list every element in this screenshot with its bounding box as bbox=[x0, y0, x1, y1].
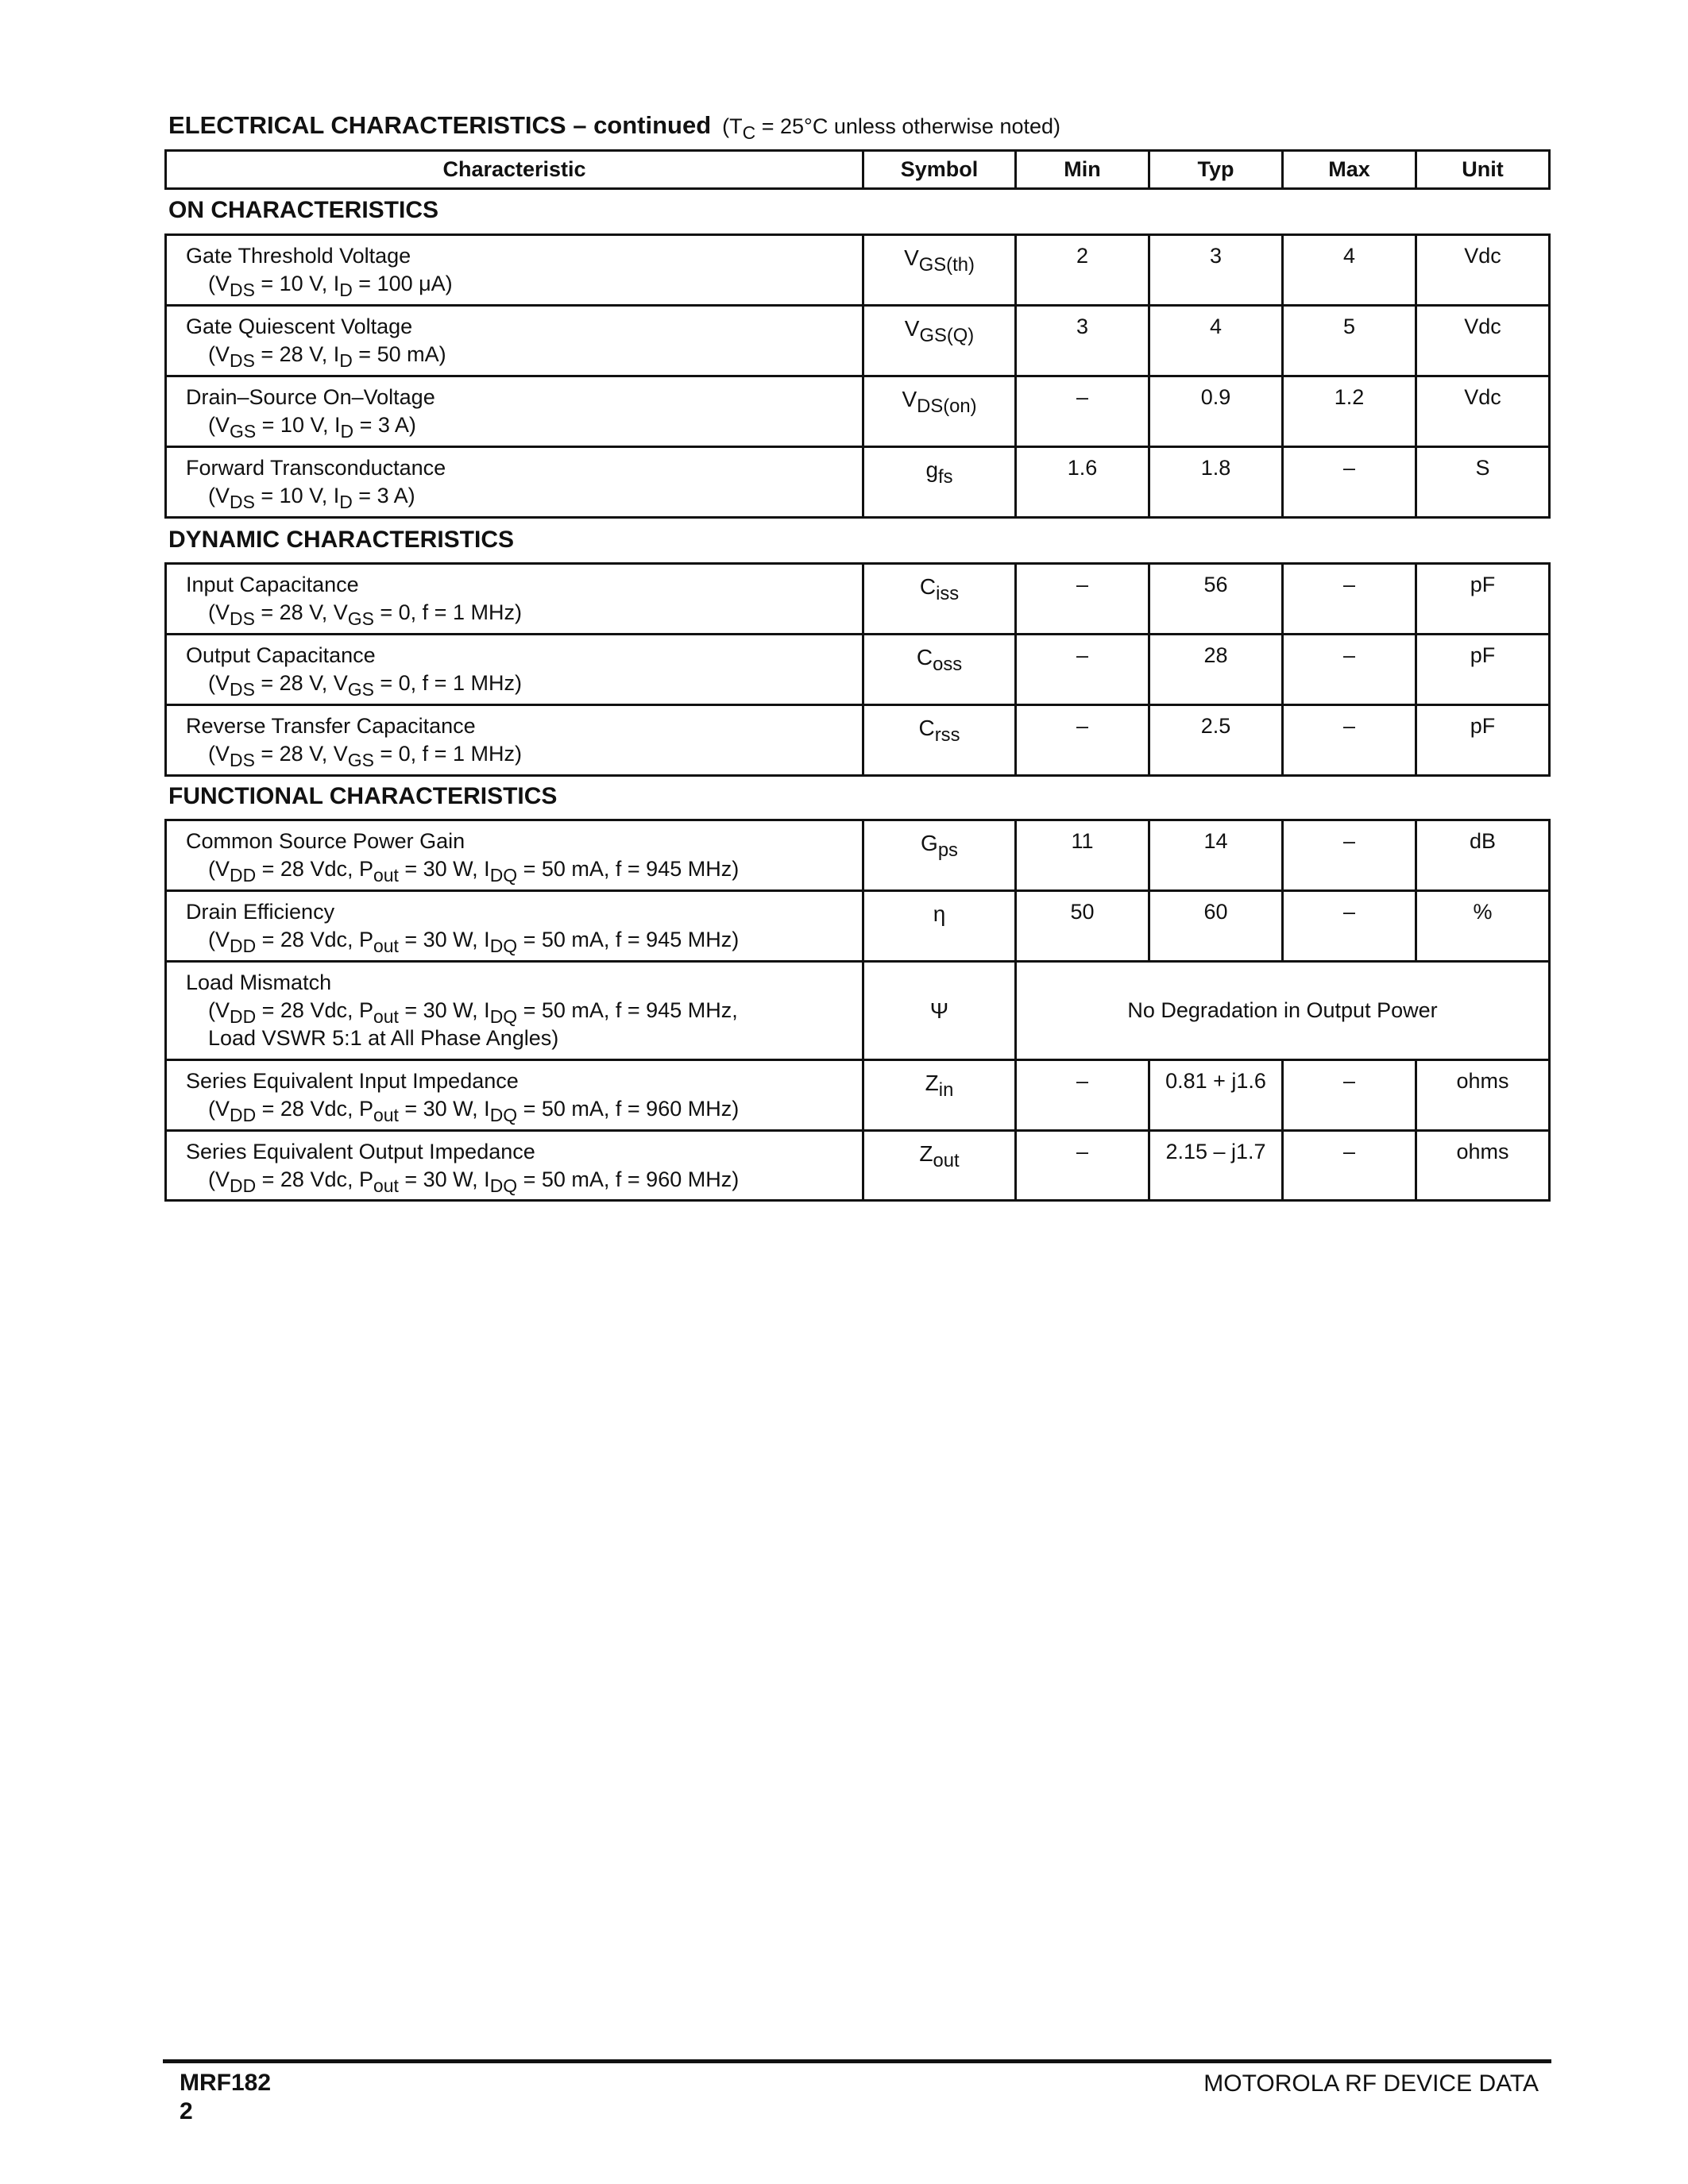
typ-cell: 2.5 bbox=[1149, 705, 1283, 776]
typ-cell: 28 bbox=[1149, 635, 1283, 705]
max-cell: – bbox=[1283, 1060, 1416, 1131]
table-row bbox=[166, 962, 1550, 1060]
unit-cell: ohms bbox=[1416, 1131, 1550, 1201]
symbol-cell: $C_{oss}$ bbox=[863, 635, 1016, 705]
min-cell: 3 bbox=[1016, 306, 1149, 376]
symbol-cell: $V_{GS(th)}$ bbox=[863, 235, 1016, 306]
table-row bbox=[166, 891, 1550, 962]
max-cell: – bbox=[1283, 820, 1416, 891]
on-characteristics-heading: ON CHARACTERISTICS bbox=[168, 197, 439, 223]
footer-publisher: MOTOROLA RF DEVICE DATA bbox=[1203, 2070, 1539, 2097]
table-row bbox=[166, 705, 1550, 776]
max-cell: – bbox=[1283, 564, 1416, 635]
footer-part-number: MRF182 bbox=[180, 2070, 272, 2096]
row-label: Drain Efficiency bbox=[186, 900, 335, 924]
min-cell: 11 bbox=[1016, 820, 1149, 891]
header-min: Min bbox=[1016, 151, 1149, 189]
typ-cell: 4 bbox=[1149, 306, 1283, 376]
min-cell: – bbox=[1016, 376, 1149, 447]
footer-part-info bbox=[180, 2069, 271, 2126]
typ-cell: 14 bbox=[1149, 820, 1283, 891]
footer-divider bbox=[163, 2059, 1551, 2063]
typ-cell: 0.9 bbox=[1149, 376, 1283, 447]
table-row bbox=[166, 447, 1550, 518]
title-condition: ($T_C = 25^\circ C$ unless otherwise noted) bbox=[722, 114, 1060, 143]
row-condition: ($V_{DS} = 28$ V, $I_D = 50$ mA) bbox=[208, 342, 446, 371]
min-cell: – bbox=[1016, 705, 1149, 776]
unit-cell: pF bbox=[1416, 635, 1550, 705]
row-label: Reverse Transfer Capacitance bbox=[186, 714, 476, 738]
min-cell: – bbox=[1016, 1060, 1149, 1131]
max-cell: – bbox=[1283, 705, 1416, 776]
unit-cell: ohms bbox=[1416, 1060, 1550, 1131]
symbol-cell: $Z_{in}$ bbox=[863, 1060, 1016, 1131]
table-row bbox=[166, 564, 1550, 635]
row-condition: ($V_{DD} = 28$ Vdc, $P_{out} = 30$ W, $I_{DQ} = 50$ mA, f = 945 MHz) bbox=[208, 857, 740, 886]
dynamic-characteristics-heading: DYNAMIC CHARACTERISTICS bbox=[168, 527, 514, 553]
row-condition: ($V_{DD} = 28$ Vdc, $P_{out} = 30$ W, $I_{DQ} = 50$ mA, f = 960 MHz) bbox=[208, 1167, 740, 1196]
row-label: Series Equivalent Input Impedance bbox=[186, 1069, 519, 1093]
unit-cell: % bbox=[1416, 891, 1550, 962]
row-label: Forward Transconductance bbox=[186, 456, 446, 480]
row-condition: ($V_{DS} = 28$ V, $V_{GS} = 0$, f = 1 MHz) bbox=[208, 671, 522, 700]
row-condition: ($V_{GS} = 10$ V, $I_D = 3$ A) bbox=[208, 413, 416, 442]
row-label: Common Source Power Gain bbox=[186, 829, 465, 853]
typ-cell: 0.81 + j1.6 bbox=[1149, 1060, 1283, 1131]
unit-cell: dB bbox=[1416, 820, 1550, 891]
min-cell: – bbox=[1016, 564, 1149, 635]
unit-cell: Vdc bbox=[1416, 306, 1550, 376]
load-mismatch-result: No Degradation in Output Power bbox=[1016, 962, 1550, 1060]
symbol-cell: $V_{GS(Q)}$ bbox=[863, 306, 1016, 376]
min-cell: – bbox=[1016, 1131, 1149, 1201]
row-label: Gate Quiescent Voltage bbox=[186, 314, 413, 338]
row-condition: ($V_{DS} = 28$ V, $V_{GS} = 0$, f = 1 MHz) bbox=[208, 742, 522, 770]
typ-cell: 3 bbox=[1149, 235, 1283, 306]
row-condition: ($V_{DS} = 10$ V, $I_D = 100$ μA) bbox=[208, 272, 453, 300]
max-cell: – bbox=[1283, 447, 1416, 518]
max-cell: 5 bbox=[1283, 306, 1416, 376]
section-title bbox=[168, 111, 1060, 143]
functional-characteristics-heading: FUNCTIONAL CHARACTERISTICS bbox=[168, 783, 558, 809]
symbol-cell: $Z_{out}$ bbox=[863, 1131, 1016, 1201]
header-characteristic: Characteristic bbox=[166, 151, 863, 189]
row-condition-extra: Load VSWR 5:1 at All Phase Angles) bbox=[208, 1026, 559, 1050]
row-label: Load Mismatch bbox=[186, 970, 332, 994]
title-main: ELECTRICAL CHARACTERISTICS – continued bbox=[168, 111, 712, 139]
table-row bbox=[166, 1131, 1550, 1201]
min-cell: 2 bbox=[1016, 235, 1149, 306]
symbol-cell: $g_{fs}$ bbox=[863, 447, 1016, 518]
header-unit: Unit bbox=[1416, 151, 1550, 189]
row-condition: ($V_{DD} = 28$ Vdc, $P_{out} = 30$ W, $I_{DQ} = 50$ mA, f = 960 MHz) bbox=[208, 1097, 740, 1125]
table-row bbox=[166, 635, 1550, 705]
max-cell: – bbox=[1283, 891, 1416, 962]
row-label: Output Capacitance bbox=[186, 643, 376, 667]
typ-cell: 56 bbox=[1149, 564, 1283, 635]
table-row bbox=[166, 376, 1550, 447]
symbol-cell: $C_{iss}$ bbox=[863, 564, 1016, 635]
row-label: Input Capacitance bbox=[186, 573, 359, 596]
symbol-cell: Ψ bbox=[863, 962, 1016, 1060]
typ-cell: 1.8 bbox=[1149, 447, 1283, 518]
header-typ: Typ bbox=[1149, 151, 1283, 189]
symbol-cell: η bbox=[863, 891, 1016, 962]
column-header-table bbox=[164, 149, 1551, 190]
header-max: Max bbox=[1283, 151, 1416, 189]
unit-cell: pF bbox=[1416, 705, 1550, 776]
header-symbol: Symbol bbox=[863, 151, 1016, 189]
min-cell: 1.6 bbox=[1016, 447, 1149, 518]
table-row bbox=[166, 820, 1550, 891]
row-condition: ($V_{DS} = 10$ V, $I_D = 3$ A) bbox=[208, 484, 415, 512]
table-row bbox=[166, 235, 1550, 306]
dynamic-characteristics-table bbox=[164, 562, 1551, 777]
symbol-cell: $V_{DS(on)}$ bbox=[863, 376, 1016, 447]
unit-cell: S bbox=[1416, 447, 1550, 518]
row-condition: ($V_{DD} = 28$ Vdc, $P_{out} = 30$ W, $I_{DQ} = 50$ mA, f = 945 MHz, bbox=[208, 998, 738, 1027]
unit-cell: Vdc bbox=[1416, 376, 1550, 447]
functional-characteristics-table bbox=[164, 819, 1551, 1202]
typ-cell: 2.15 – j1.7 bbox=[1149, 1131, 1283, 1201]
row-condition: ($V_{DD} = 28$ Vdc, $P_{out} = 30$ W, $I_{DQ} = 50$ mA, f = 945 MHz) bbox=[208, 928, 740, 956]
unit-cell: pF bbox=[1416, 564, 1550, 635]
max-cell: 4 bbox=[1283, 235, 1416, 306]
max-cell: 1.2 bbox=[1283, 376, 1416, 447]
min-cell: 50 bbox=[1016, 891, 1149, 962]
min-cell: – bbox=[1016, 635, 1149, 705]
typ-cell: 60 bbox=[1149, 891, 1283, 962]
row-condition: ($V_{DS} = 28$ V, $V_{GS} = 0$, f = 1 MHz) bbox=[208, 600, 522, 629]
symbol-cell: $C_{rss}$ bbox=[863, 705, 1016, 776]
max-cell: – bbox=[1283, 1131, 1416, 1201]
page-number: 2 bbox=[180, 2098, 193, 2124]
unit-cell: Vdc bbox=[1416, 235, 1550, 306]
row-label: Series Equivalent Output Impedance bbox=[186, 1140, 535, 1163]
symbol-cell: $G_{ps}$ bbox=[863, 820, 1016, 891]
on-characteristics-table bbox=[164, 233, 1551, 519]
row-label: Drain–Source On–Voltage bbox=[186, 385, 435, 409]
table-row bbox=[166, 306, 1550, 376]
max-cell: – bbox=[1283, 635, 1416, 705]
table-row bbox=[166, 1060, 1550, 1131]
row-label: Gate Threshold Voltage bbox=[186, 244, 411, 268]
